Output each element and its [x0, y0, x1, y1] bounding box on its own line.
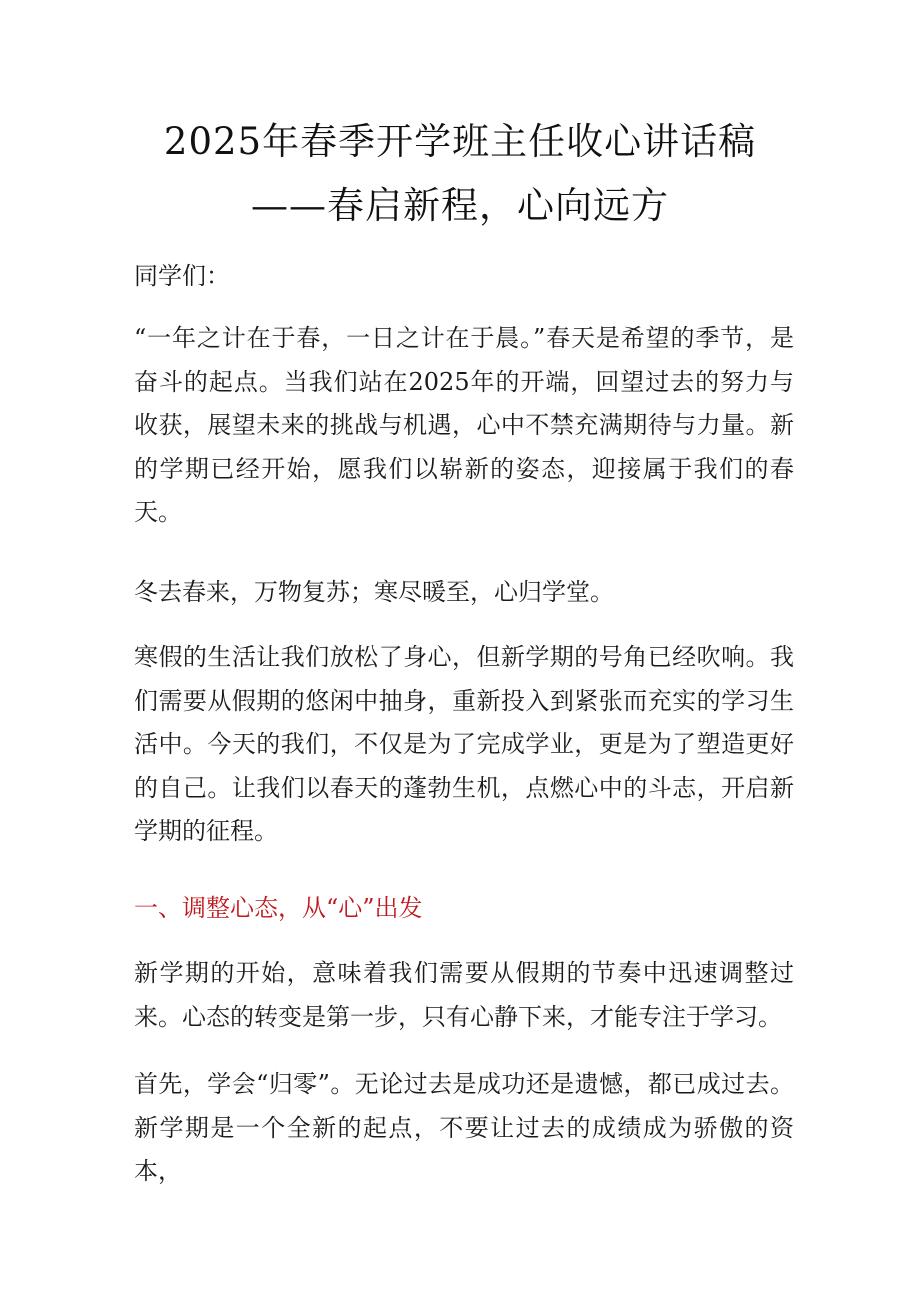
document-subtitle: ——春启新程，心向远方	[251, 184, 669, 227]
paragraph-reset: 首先，学会“归零”。无论过去是成功还是遗憾，都已成过去。新学期是一个全新的起点，不要让过去的成绩成为骄傲的资本，	[134, 1070, 794, 1185]
paragraph-new-term: 寒假的生活让我们放松了身心，但新学期的号角已经吹响。我们需要从假期的悠闲中抽身，重新投入到紧张而充实的学习生活中。今天的我们，不仅是为了完成学业，更是为了塑造更好的自己。让我们以春天的蓬勃生机，点燃心中的斗志，开启新学期的征程。	[134, 643, 794, 845]
document-title: 2025年春季开学班主任收心讲话稿	[163, 120, 757, 163]
paragraph-adjust: 新学期的开始，意味着我们需要从假期的节奏中迅速调整过来。心态的转变是第一步，只有心静下来，才能专注于学习。	[134, 959, 794, 1031]
section-heading-1: 一、调整心态，从“心”出发	[134, 894, 423, 922]
greeting: 同学们：	[134, 262, 230, 290]
paragraph-spring: 冬去春来，万物复苏；寒尽暖至，心归学堂。	[134, 578, 614, 606]
paragraph-intro: “一年之计在于春，一日之计在于晨。”春天是希望的季节，是奋斗的起点。当我们站在2025年的开端，回望过去的努力与收获，展望未来的挑战与机遇，心中不禁充满期待与力量。新的学期已经开始，愿我们以崭新的姿态，迎接属于我们的春天。	[134, 324, 794, 526]
